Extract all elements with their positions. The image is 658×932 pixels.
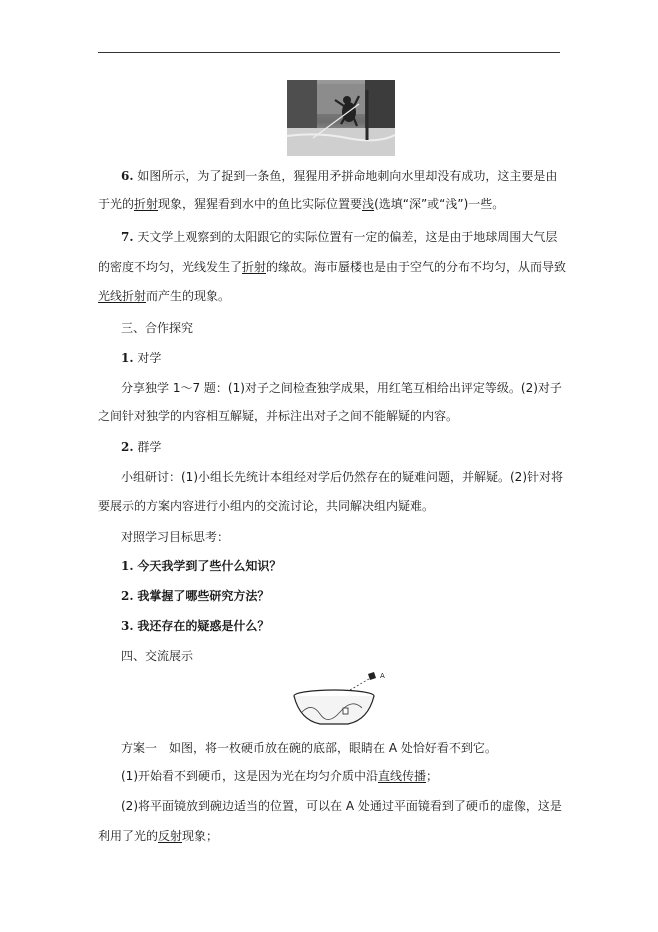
reflect-q2 [121, 586, 269, 606]
duixue-title: 对学 [137, 351, 162, 365]
bowl-label-a: A [380, 672, 385, 680]
plan-1-item-2-line1: (2)将平面镜放到碗边适当的位置，可以在 A 处通过平面镜看到了硬币的虚像，这是 [121, 799, 562, 813]
section-4-heading: 四、交流展示 [121, 649, 194, 663]
duixue-text-2: 之间针对独学的内容相互解疑，并标注出对子之间不能解疑的内容。 [98, 409, 459, 423]
reflect-q3 [121, 616, 269, 636]
plan-1-item-2-text: 利用了光的 [98, 829, 159, 843]
q7-line3 [98, 286, 230, 306]
q6-line2 [98, 194, 504, 214]
duixue-number: 1. [121, 351, 134, 365]
plan-1-item-2-answer: 反射 [158, 829, 183, 843]
q6-answer-1: 折射 [134, 197, 159, 211]
q6-text-2e: (选填“深”或“浅”)一些。 [374, 197, 505, 211]
q7-text-2c: 的缘故。海市蜃楼也是由于空气的分布不均匀，从而导致 [266, 260, 567, 274]
q7-text-2a: 的密度不均匀，光线发生了 [98, 260, 243, 274]
q6-text-1: 如图所示，为了捉到一条鱼，猩猩用矛拼命地刺向水里却没有成功，这主要是由 [137, 169, 558, 183]
duixue-heading [121, 348, 161, 368]
q6-answer-2: 浅 [362, 197, 375, 211]
plan-1-item-2-line2 [98, 826, 218, 846]
reflect-q3-text: 我还存在的疑惑是什么？ [137, 619, 270, 633]
reflect-q2-number: 2. [121, 589, 134, 603]
plan-1-item-1-text: (1)开始看不到硬币，这是因为光在均匀介质中沿 [121, 769, 378, 783]
reflect-q3-number: 3. [121, 619, 134, 633]
q7-text-3b: 而产生的现象。 [146, 289, 231, 303]
reflect-q1-text: 今天我学到了些什么知识？ [137, 559, 282, 573]
q7-line1 [121, 227, 557, 247]
q6-line1 [121, 166, 557, 186]
plan-1-item-2-end: 现象； [182, 829, 219, 843]
qunxue-title: 群学 [137, 440, 162, 454]
reflect-heading: 对照学习目标思考： [121, 530, 230, 544]
q6-number: 6. [121, 169, 134, 183]
section-3-heading: 三、合作探究 [121, 321, 194, 335]
header-rule [98, 52, 560, 53]
reflect-q1-number: 1. [121, 559, 134, 573]
q7-answer-1: 折射 [242, 260, 267, 274]
qunxue-number: 2. [121, 440, 134, 454]
reflect-q1 [121, 556, 281, 576]
q6-text-2c: 现象，猩猩看到水中的鱼比实际位置要 [158, 197, 363, 211]
q6-text-2a: 于光的 [98, 197, 135, 211]
qunxue-text-2: 要展示的方案内容进行小组内的交流讨论，共同解决组内疑难。 [98, 499, 435, 513]
q7-line2 [98, 257, 566, 277]
plan-1-item-1-answer: 直线传播 [378, 769, 427, 783]
plan-1-item-1-end: ； [426, 769, 439, 783]
plan-1: 方案一 如图，将一枚硬币放在碗的底部，眼睛在 A 处恰好看不到它。 [121, 741, 497, 755]
bowl-coin-diagram [290, 668, 388, 728]
q7-answer-2: 光线折射 [98, 289, 147, 303]
duixue-text-1: 分享独学 1～7 题：(1)对子之间检查独学成果，用红笔互相给出评定等级。(2)对子 [121, 381, 562, 395]
q7-text-1: 天文学上观察到的太阳跟它的实际位置有一定的偏差，这是由于地球周围大气层 [137, 230, 558, 244]
qunxue-heading [121, 437, 161, 457]
qunxue-text-1: 小组研讨：(1)小组长先统计本组经对学后仍然存在的疑难问题，并解疑。(2)针对将 [121, 470, 563, 484]
q7-number: 7. [121, 230, 134, 244]
plan-1-item-1 [121, 766, 438, 786]
ape-spearing-fish-photo [287, 80, 395, 156]
reflect-q2-text: 我掌握了哪些研究方法？ [137, 589, 270, 603]
